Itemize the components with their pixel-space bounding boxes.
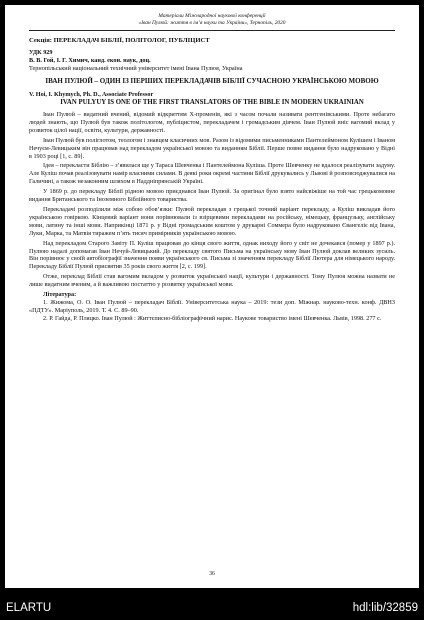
header-line-2: «Іван Пулюй: життя в ім’я науки та України», Тернопіль, 2020: [138, 20, 286, 26]
paragraph: Іван Пулюй – видатний вчений, відомий відкриттям Х-променів, які з часом почали називати рентгенівськими. Проте небагато людей знають, що Пулюй був також політологом, публіцистом, перекладачем і громадським діячем. Іван Пулюй вніс вагомий вклад у розвиток цілої нації, освіти, культури, державності.: [29, 111, 395, 134]
header-line-1: Матеріали Міжнародної наукової конференції: [158, 13, 266, 19]
repository-footer: [0, 598, 424, 620]
repository-name: ELARTU: [6, 602, 52, 614]
document-page: [5, 5, 419, 588]
reference-item: 1. Жижома, О. О. Іван Пулюй – перекладач Біблії. Університетська наука – 2019: тези доп. Міжнар. науково-техн. конф. ДВНЗ «ПДТУ». Маріуполь, 2019. Т. 4. С. 89–90.: [29, 299, 395, 314]
paragraph: Над перекладом Старого Завіту П. Куліш працював до кінця свого життя, однак виходу його у світ не дочекався (помер у 1897 р.). Пулюю надалі допомагав Іван Нечуй-Левицький. До перекладу святого Письма на українську мову Іван Пулюй доклав великих зусиль. Він порівнює у своїй автобіографії значення появи українського св. Письма зі значенням перекладу Біблії Лютера для німецького народу. Перекладу Біблії Пулюй присвятив 35 років свого життя [2, с. 199].: [29, 239, 395, 271]
article-title-en: IVAN PULYUY IS ONE OF THE FIRST TRANSLATORS OF THE BIBLE IN MODERN UKRAINIAN: [60, 99, 364, 106]
paragraph: Перекладачі розподілили між собою обов’язки: Пулюй перекладав з грецької точний варіант перекладу, а Куліш викладав його українською говіркою. Кінцевий варіант вони порівнювали із взірцевими перекладами на російську, німецьку, французьку, англійську мови, латину та інші мови. Наприкінці 1871 р. у Відні громадським коштом у друкарні Соммера було надруковано Євангеліє від Івана, Луки, Марка, та Матвія тиражем п’ять тисяч примірників українською мовою.: [29, 205, 395, 237]
authors-ua: В. В. Гой, І. Г. Химич, канд. екон. наук, доц.: [29, 57, 151, 64]
handle-id: hdl:lib/32859: [352, 602, 418, 614]
literature-heading: Література:: [43, 291, 77, 299]
paragraph: Ідея – перекласти Біблію – з’явилася ще у Тараса Шевченка і Пантелеймона Куліша. Проте Шевченку не вдалося реалізувати задуму. Але Куліш почав реалізовувати намір власними силами. В деякі роки окремі частини Біблії друкувались у Львові й розповсюджувалися на Галичині, а також незаконним шляхом в Наддніпрянській Україні.: [29, 162, 396, 186]
paragraph: У 1869 р. до перекладу Біблії рідною мовою приєднався Іван Пулюй. За оригінал було взято найсвіжіше на той час грецькомовне видання Британського та Іноземного Біблійного товариства.: [29, 188, 395, 204]
section-heading: Секція: ПЕРЕКЛАДАЧ БІБЛІЇ, ПОЛІТОЛОГ, ПУБЛІЦИСТ: [29, 37, 210, 44]
authors-en: V. Hoi, I. Khymych, Ph. D., Associate Professor: [29, 91, 154, 98]
article-meta: [29, 49, 395, 73]
article-body: [29, 111, 395, 289]
affiliation: Тернопільський національний технічний університет імені Івана Пулюя, Україна: [29, 65, 243, 72]
article-title-ua: ІВАН ПУЛЮЙ – ОДИН ІЗ ПЕРШИХ ПЕРЕКЛАДАЧІВ БІБЛІЇ СУЧАСНОЮ УКРАЇНСЬКОЮ МОВОЮ: [45, 77, 379, 85]
page-number: 36: [209, 571, 215, 577]
paragraph: Отже, переклад Біблії став вагомим вкладом у розвиток української нації, культури і державності. Тому Пулюя можна назвати не лише видатним вченим, а й важливою постаттю у розвитку української мови.: [29, 273, 395, 289]
header-rule: [29, 30, 395, 31]
conference-header: [29, 13, 395, 27]
paragraph: Іван Пулюй був поліглотом, теологом і знавцем класичних мов. Разом із відомими письменниками Пантелеймоном Кулішем і Іваном Нечуєм-Левицьким він працював над перекладом української мовою та виданням Біблії. Перше повне видання було надруковано у Відні в 1903 році [1, с. 89].: [29, 136, 395, 160]
reference-item: 2. Р. Гайда, Р. Пляцко. Іван Пулюй : Життєписно-бібліографічний нарис. Наукове товариство імені Шевченка. Львів, 1998. 277 с.: [43, 314, 382, 322]
udk-code: УДК 929: [29, 49, 53, 56]
